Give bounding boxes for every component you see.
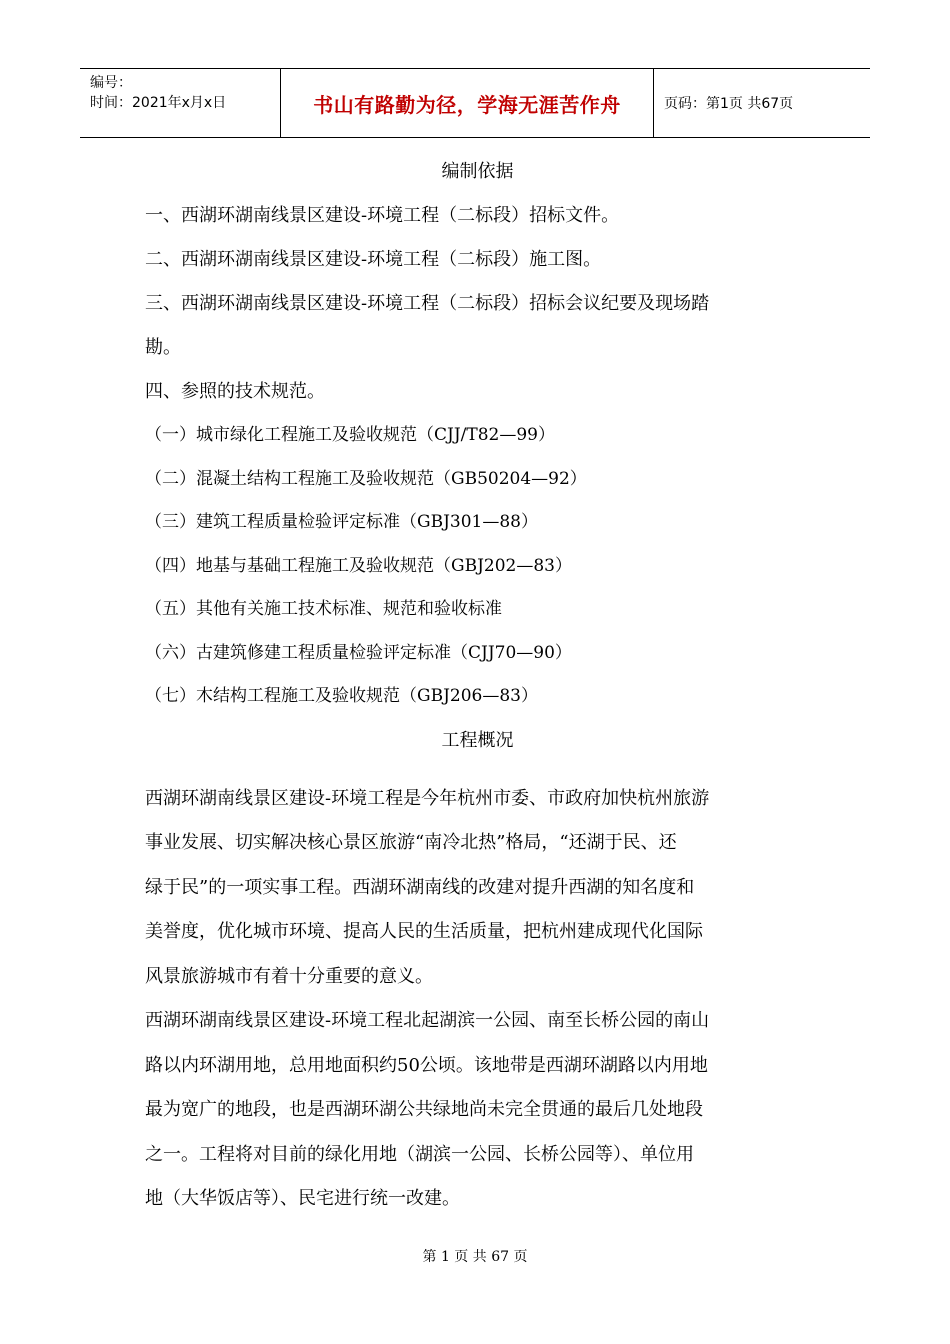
paragraph-line: 事业发展、切实解决核心景区旅游“南冷北热”格局，“还湖于民、还 <box>145 832 677 853</box>
standard-item: （二）混凝土结构工程施工及验收规范（GB50204—92） <box>145 468 587 489</box>
paragraph-line: 绿于民”的一项实事工程。西湖环湖南线的改建对提升西湖的知名度和 <box>145 876 695 898</box>
header-motto: 书山有路勤为径，学海无涯苦作舟 <box>281 69 654 137</box>
paragraph-line: 西湖环湖南线景区建设-环境工程是今年杭州市委、市政府加快杭州旅游 <box>145 787 710 809</box>
header-page-info: 页码：第1页 共67页 <box>664 96 794 112</box>
standard-item: （七）木结构工程施工及验收规范（GBJ206—83） <box>145 686 538 706</box>
paragraph-line: 最为宽广的地段，也是西湖环湖公共绿地尚未完全贯通的最后几处地段 <box>145 1099 703 1120</box>
document-number: 编号： <box>90 75 132 91</box>
basis-item: 三、西湖环湖南线景区建设-环境工程（二标段）招标会议纪要及现场踏 <box>145 293 710 314</box>
standard-item: （五）其他有关施工技术标准、规范和验收标准 <box>145 599 502 619</box>
basis-item: 勘。 <box>145 337 181 358</box>
standard-item: （六）古建筑修建工程质量检验评定标准（CJJ70—90） <box>145 642 572 663</box>
standard-item: （一）城市绿化工程施工及验收规范（CJJ/T82—99） <box>145 425 555 445</box>
section-title-overview: 工程概况 <box>441 729 514 751</box>
standard-item: （四）地基与基础工程施工及验收规范（GBJ202—83） <box>145 555 572 576</box>
header-meta <box>80 69 281 137</box>
page-header <box>80 68 870 138</box>
page-footer: 第 1 页 共 67 页 <box>422 1249 528 1265</box>
basis-item: 一、西湖环湖南线景区建设-环境工程（二标段）招标文件。 <box>145 205 620 226</box>
basis-item: 二、西湖环湖南线景区建设-环境工程（二标段）施工图。 <box>145 249 602 270</box>
paragraph-line: 地（大华饭店等）、民宅进行统一改建。 <box>145 1188 460 1209</box>
paragraph-line: 美誉度，优化城市环境、提高人民的生活质量，把杭州建成现代化国际 <box>145 921 703 942</box>
document-date: 时间：2021年x月x日 <box>90 95 227 111</box>
overview-paragraph-2 <box>145 999 810 1222</box>
paragraph-line: 路以内环湖用地，总用地面积约50公顷。该地带是西湖环湖路以内用地 <box>145 1054 708 1076</box>
section-title-basis: 编制依据 <box>441 161 514 182</box>
paragraph-line: 西湖环湖南线景区建设-环境工程北起湖滨一公园、南至长桥公园的南山 <box>145 1010 710 1031</box>
paragraph-line: 之一。工程将对目前的绿化用地（湖滨一公园、长桥公园等）、单位用 <box>145 1143 694 1165</box>
paragraph-line: 风景旅游城市有着十分重要的意义。 <box>145 965 433 987</box>
overview-paragraph-1 <box>145 777 810 1000</box>
basis-item: 四、参照的技术规范。 <box>145 381 325 402</box>
standard-item: （三）建筑工程质量检验评定标准（GBJ301—88） <box>145 512 538 532</box>
document-body <box>145 150 810 1222</box>
